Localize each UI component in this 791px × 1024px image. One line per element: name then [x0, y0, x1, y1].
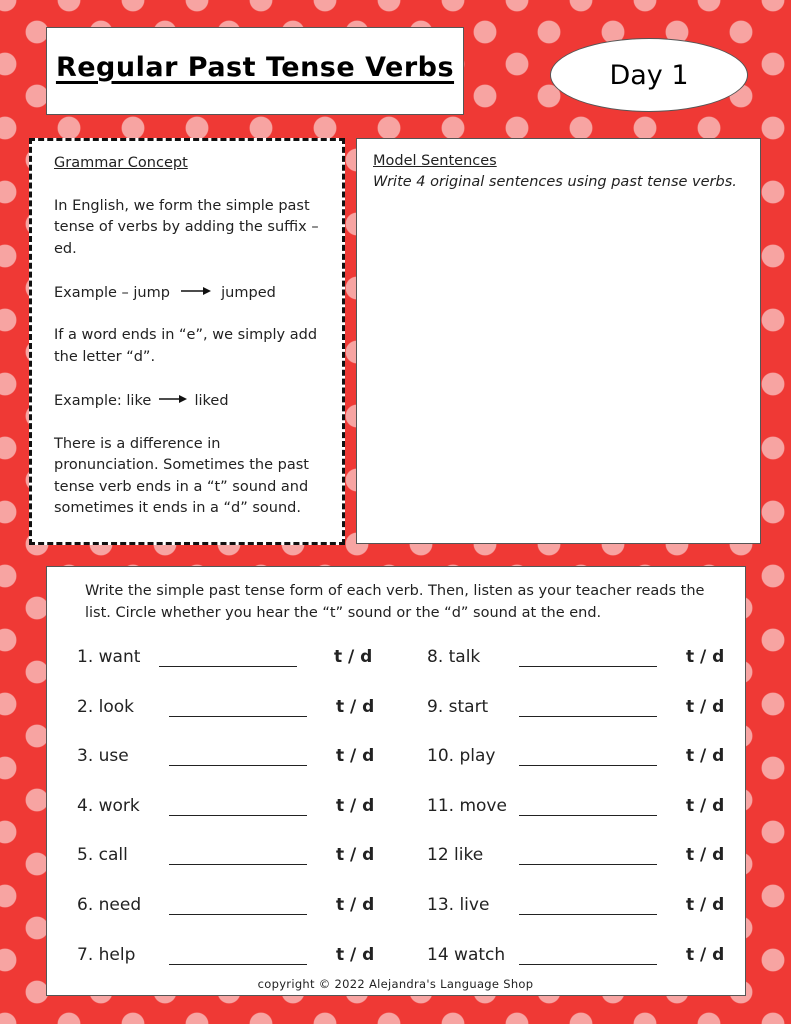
verb-label: 5. call: [77, 845, 128, 865]
title-banner: [46, 27, 464, 115]
answer-blank[interactable]: [169, 716, 307, 717]
answer-blank[interactable]: [519, 815, 657, 816]
grammar-heading: Grammar Concept: [54, 155, 188, 171]
exercise-panel: [46, 566, 746, 996]
exercise-item: [77, 796, 407, 822]
grammar-para-3: There is a difference in pronunciation. Sometimes the past tense verb ends in a “t” sound and sometimes it ends in a “d” sound.: [54, 435, 309, 516]
verb-label: 9. start: [427, 697, 489, 717]
exercise-item: [77, 697, 407, 723]
t-d-choice[interactable]: t / d: [336, 895, 375, 915]
t-d-choice[interactable]: t / d: [686, 845, 725, 865]
verb-label: 4. work: [77, 796, 140, 816]
t-d-choice[interactable]: t / d: [686, 796, 725, 816]
example-2-prefix: Example: like: [54, 392, 152, 409]
exercise-item: [77, 845, 407, 871]
exercise-item: [427, 647, 747, 673]
t-d-choice[interactable]: t / d: [336, 796, 375, 816]
exercise-item: [427, 945, 747, 971]
t-d-choice[interactable]: t / d: [336, 945, 375, 965]
answer-blank[interactable]: [519, 716, 657, 717]
answer-blank[interactable]: [519, 666, 657, 667]
example-1: [54, 282, 320, 304]
verb-label: 1. want: [77, 647, 141, 667]
exercise-item: [77, 895, 407, 921]
verb-label: 13. live: [427, 895, 490, 915]
t-d-choice[interactable]: t / d: [686, 895, 725, 915]
example-1-prefix: Example – jump: [54, 284, 170, 301]
verb-label: 12 like: [427, 845, 484, 865]
verb-label: 3. use: [77, 746, 129, 766]
example-2-result: liked: [194, 392, 229, 409]
grammar-para-1: In English, we form the simple past tense of verbs by adding the suffix –ed.: [54, 197, 319, 257]
grammar-para-2: If a word ends in “e”, we simply add the letter “d”.: [54, 327, 318, 365]
verb-label: 8. talk: [427, 647, 481, 667]
day-badge: Day 1: [550, 38, 748, 112]
exercise-item: [427, 746, 747, 772]
t-d-choice[interactable]: t / d: [336, 697, 375, 717]
example-1-result: jumped: [221, 284, 276, 301]
t-d-choice[interactable]: t / d: [686, 945, 725, 965]
answer-blank[interactable]: [159, 666, 297, 667]
answer-blank[interactable]: [519, 964, 657, 965]
answer-blank[interactable]: [169, 914, 307, 915]
t-d-choice[interactable]: t / d: [686, 746, 725, 766]
answer-blank[interactable]: [169, 864, 307, 865]
model-sentences-panel: [356, 138, 761, 544]
exercise-item: [427, 895, 747, 921]
exercise-item: [77, 945, 407, 971]
answer-blank[interactable]: [519, 765, 657, 766]
t-d-choice[interactable]: t / d: [336, 746, 375, 766]
grammar-concept-panel: [29, 138, 345, 545]
t-d-choice[interactable]: t / d: [336, 845, 375, 865]
arrow-right-icon: [159, 390, 187, 412]
t-d-choice[interactable]: t / d: [686, 647, 725, 667]
verb-label: 11. move: [427, 796, 507, 816]
exercise-item: [427, 697, 747, 723]
exercise-item: [427, 796, 747, 822]
verb-label: 6. need: [77, 895, 142, 915]
answer-blank[interactable]: [169, 765, 307, 766]
verb-label: 7. help: [77, 945, 136, 965]
arrow-right-icon: [181, 282, 211, 304]
example-2: [54, 390, 320, 412]
answer-blank[interactable]: [169, 964, 307, 965]
model-instruction: Write 4 original sentences using past tense verbs.: [373, 174, 737, 190]
exercise-item: [77, 647, 407, 673]
exercise-item: [427, 845, 747, 871]
answer-blank[interactable]: [169, 815, 307, 816]
verb-label: 14 watch: [427, 945, 506, 965]
t-d-choice[interactable]: t / d: [334, 647, 373, 667]
copyright-notice: copyright © 2022 Alejandra's Language Shop: [257, 977, 534, 991]
exercise-instruction: Write the simple past tense form of each verb. Then, listen as your teacher reads the list. Circle whether you hear the “t” sound or the “d” sound at the end.: [85, 583, 705, 621]
exercise-item: [77, 746, 407, 772]
page-title: Regular Past Tense Verbs: [55, 52, 455, 83]
answer-blank[interactable]: [519, 914, 657, 915]
answer-blank[interactable]: [519, 864, 657, 865]
t-d-choice[interactable]: t / d: [686, 697, 725, 717]
model-heading: Model Sentences: [373, 153, 497, 169]
verb-label: 10. play: [427, 746, 496, 766]
verb-label: 2. look: [77, 697, 134, 717]
